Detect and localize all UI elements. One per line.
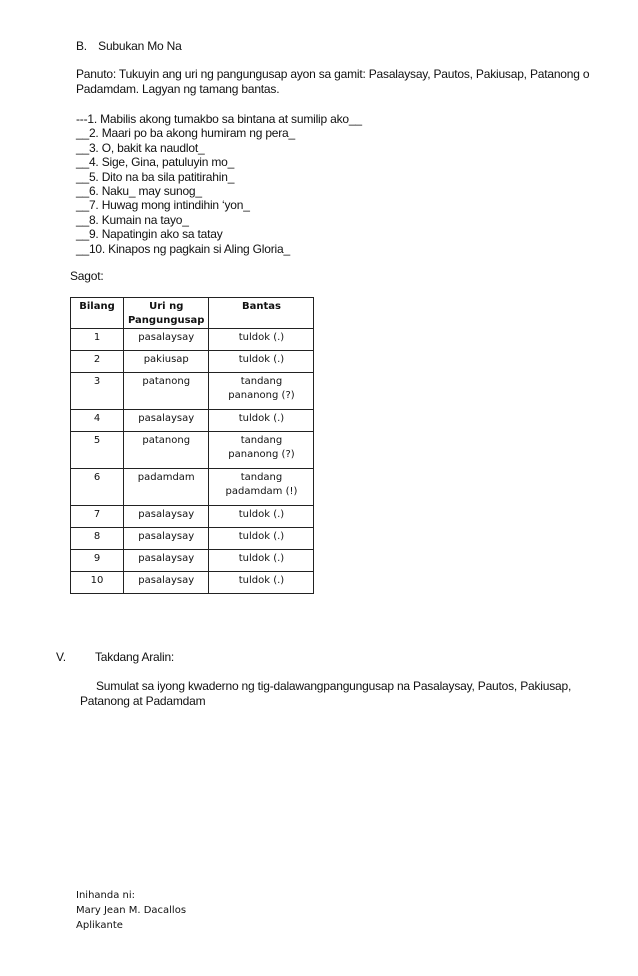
exercise-item: __8. Kumain na tayo_ (76, 212, 189, 227)
exercise-list (76, 112, 362, 256)
cell-uri: patanong (124, 373, 209, 410)
cell-bantas-line2: pananong (?) (228, 390, 295, 401)
cell-bilang: 3 (71, 373, 124, 410)
table-row (71, 410, 314, 432)
table-row (71, 528, 314, 550)
table-row (71, 373, 314, 410)
cell-bantas-line1: tuldok (.) (238, 332, 285, 343)
cell-bantas-line1: tuldok (.) (238, 413, 285, 424)
author-role: Aplikante (76, 920, 123, 931)
prepared-by-block (76, 888, 186, 933)
exercise-item: __9. Napatingin ako sa tatay (76, 227, 223, 242)
cell-bilang: 5 (71, 432, 124, 469)
cell-bantas-line1: tandang (240, 376, 283, 387)
cell-bantas (209, 432, 314, 469)
header-uri-line1: Uri ng (149, 301, 184, 312)
table-row (71, 506, 314, 528)
cell-bantas-line2: pananong (?) (228, 449, 295, 460)
instructions: Panuto: Tukuyin ang uri ng pangungusap ayon sa gamit: Pasalaysay, Pautos, Pakiusap, Patanong o Padamdam. Lagyan ng tamang bantas. (76, 67, 590, 96)
section-b-number: B. (76, 39, 87, 53)
section-v-title: Takdang Aralin: (95, 650, 175, 664)
cell-uri: pasalaysay (124, 410, 209, 432)
section-v-number: V. (56, 650, 66, 664)
header-uri-line2: Pangungusap (128, 315, 205, 326)
cell-bantas (209, 351, 314, 373)
answer-table (70, 297, 314, 594)
header-uri (124, 298, 209, 329)
cell-uri: patanong (124, 432, 209, 469)
cell-bilang: 7 (71, 506, 124, 528)
cell-uri: padamdam (124, 469, 209, 506)
cell-bilang: 10 (71, 572, 124, 594)
cell-bantas-line1: tuldok (.) (238, 509, 285, 520)
cell-bantas-line1: tuldok (.) (238, 553, 285, 564)
cell-bantas (209, 528, 314, 550)
exercise-item: __5. Dito na ba sila patitirahin_ (76, 169, 235, 184)
author-name: Mary Jean M. Dacallos (76, 905, 187, 916)
cell-bantas (209, 506, 314, 528)
table-row (71, 432, 314, 469)
cell-bilang: 4 (71, 410, 124, 432)
cell-uri: pasalaysay (124, 572, 209, 594)
table-row (71, 572, 314, 594)
cell-bantas-line1: tuldok (.) (238, 575, 285, 586)
exercise-item: __10. Kinapos ng pagkain si Aling Gloria_ (76, 241, 290, 256)
cell-bilang: 6 (71, 469, 124, 506)
exercise-item: __3. O, bakit ka naudlot_ (76, 140, 205, 155)
table-row (71, 329, 314, 351)
cell-uri: pakiusap (124, 351, 209, 373)
cell-bantas (209, 469, 314, 506)
cell-bilang: 2 (71, 351, 124, 373)
exercise-item: ---1. Mabilis akong tumakbo sa bintana at sumilip ako__ (76, 112, 362, 126)
cell-bilang: 1 (71, 329, 124, 351)
exercise-item: __4. Sige, Gina, patuluyin mo_ (76, 155, 235, 170)
header-bantas: Bantas (209, 298, 314, 329)
exercise-item: __7. Huwag mong intindihin ‘yon_ (76, 198, 250, 213)
cell-uri: pasalaysay (124, 329, 209, 351)
exercise-item: __2. Maari po ba akong humiram ng pera_ (76, 126, 296, 141)
cell-bantas-line2: padamdam (!) (225, 486, 298, 497)
cell-bantas (209, 550, 314, 572)
table-row (71, 351, 314, 373)
header-bilang: Bilang (71, 298, 124, 329)
cell-uri: pasalaysay (124, 528, 209, 550)
section-b-title: Subukan Mo Na (98, 39, 182, 53)
assignment-text: Sumulat sa iyong kwaderno ng tig-dalawangpangungusap na Pasalaysay, Pautos, Pakiusap, Patanong at Padamdam (80, 679, 572, 708)
cell-bilang: 9 (71, 550, 124, 572)
answer-label: Sagot: (70, 269, 104, 283)
table-row (71, 550, 314, 572)
cell-bantas-line1: tuldok (.) (238, 354, 285, 365)
cell-bantas-line1: tuldok (.) (238, 531, 285, 542)
cell-bilang: 8 (71, 528, 124, 550)
exercise-item: __6. Naku_ may sunog_ (76, 184, 202, 199)
cell-bantas-line1: tandang (240, 435, 283, 446)
table-row (71, 469, 314, 506)
cell-bantas (209, 410, 314, 432)
prepared-by-label: Inihanda ni: (76, 890, 136, 901)
cell-uri: pasalaysay (124, 506, 209, 528)
cell-bantas-line1: tandang (240, 472, 283, 483)
section-b-heading (76, 39, 182, 53)
table-header-row (71, 298, 314, 329)
cell-bantas (209, 572, 314, 594)
cell-bantas (209, 373, 314, 410)
cell-bantas (209, 329, 314, 351)
cell-uri: pasalaysay (124, 550, 209, 572)
